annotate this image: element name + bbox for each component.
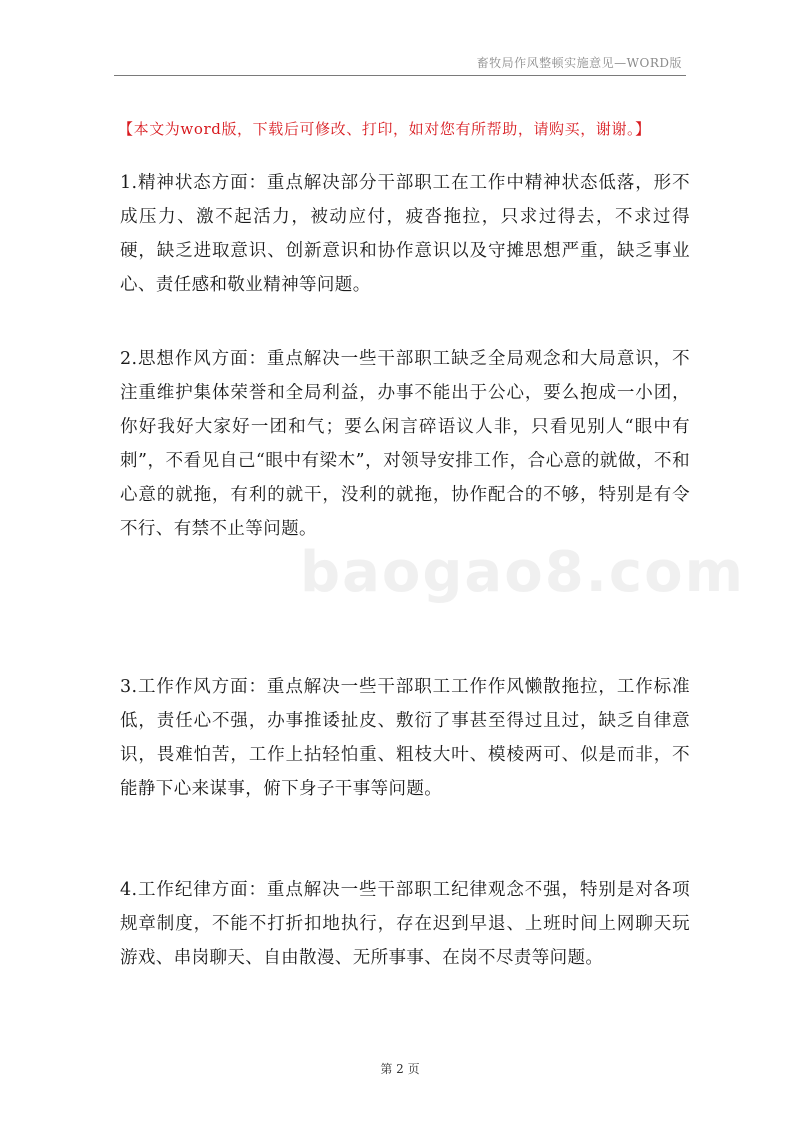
page-header-title: 畜牧局作风整顿实施意见—WORD版 [476, 56, 682, 70]
download-notice: 【本文为word版，下载后可修改、打印，如对您有所帮助，请购买，谢谢。】 [118, 120, 651, 138]
paragraph-work-discipline: 4.工作纪律方面：重点解决一些干部职工纪律观念不强，特别是对各项规章制度，不能不打折扣地执行，存在迟到早退、上班时间上网聊天玩游戏、串岗聊天、自由散漫、无所事事、在岗不尽责等问题。 [120, 880, 690, 968]
paragraph-thought-style: 2.思想作风方面：重点解决一些干部职工缺乏全局观念和大局意识，不注重维护集体荣誉和全局利益，办事不能出于公心，要么抱成一小团，你好我好大家好一团和气；要么闲言碎语议人非，只看见别人“眼中有刺”，不看见自己“眼中有梁木”，对领导安排工作，合心意的就做，不和心意的就拖，有利的就干，没利的就拖，协作配合的不够，特别是有令不行、有禁不止等问题。 [120, 349, 690, 539]
header-divider [114, 75, 686, 76]
page-number: 第 2 页 [380, 1062, 420, 1076]
paragraph-work-style: 3.工作作风方面：重点解决一些干部职工工作作风懒散拖拉，工作标准低，责任心不强，办事推诿扯皮、敷衍了事甚至得过且过，缺乏自律意识，畏难怕苦，工作上拈轻怕重、粗枝大叶、模棱两可、似是而非，不能静下心来谋事，俯下身子干事等问题。 [120, 677, 690, 799]
watermark: baogao8.com [300, 540, 745, 605]
paragraph-spirit-state: 1.精神状态方面：重点解决部分干部职工在工作中精神状态低落，形不成压力、激不起活力，被动应付，疲沓拖拉，只求过得去，不求过得硬，缺乏进取意识、创新意识和协作意识以及守摊思想严重，缺乏事业心、责任感和敬业精神等问题。 [120, 173, 690, 295]
